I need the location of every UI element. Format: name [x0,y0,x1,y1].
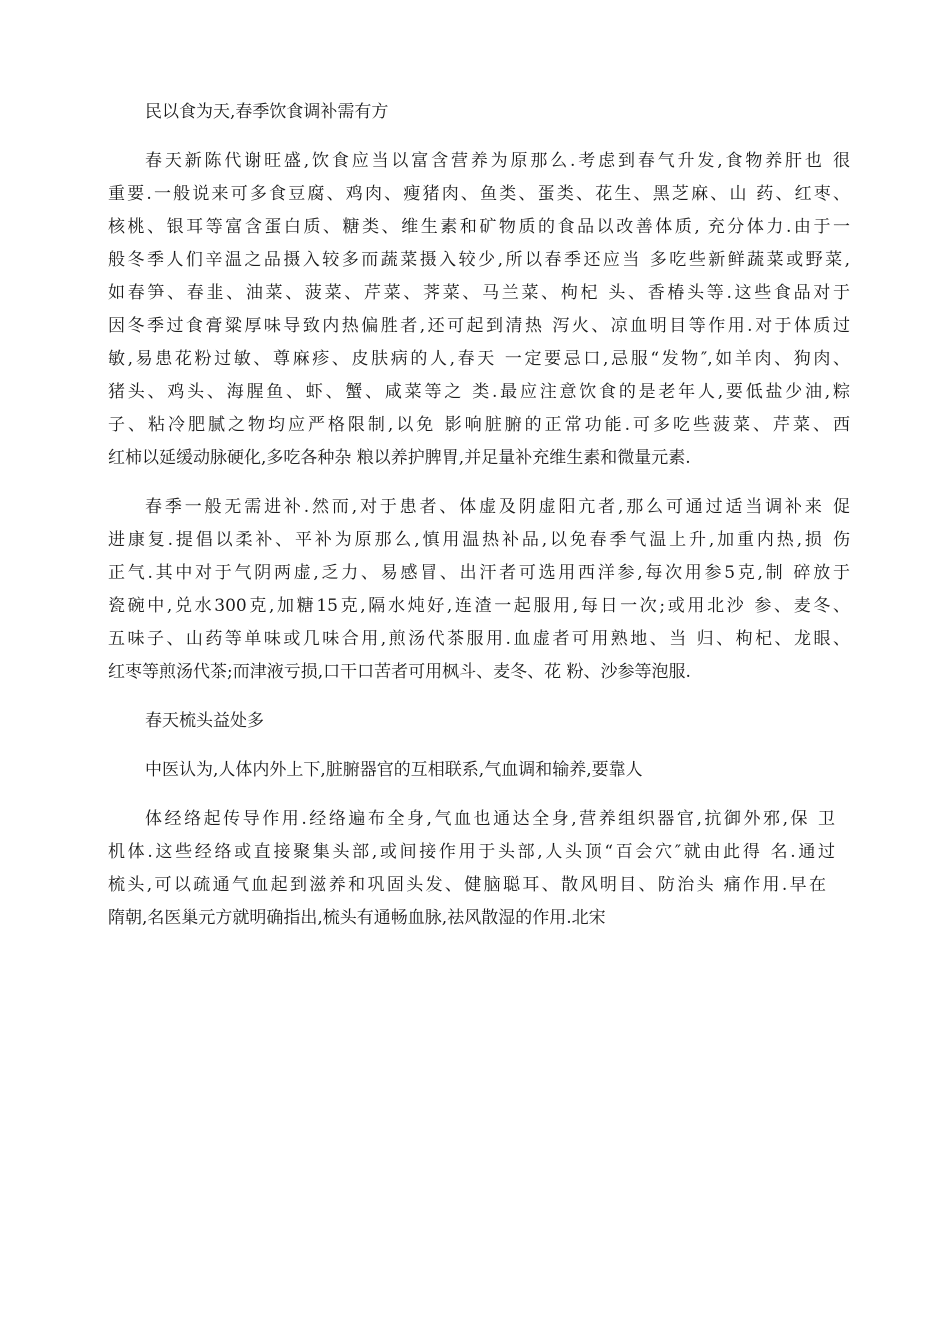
paragraph-line: 春季一般无需进补.然而,对于患者、体虚及阴虚阳亢者,那么可通过适当调补来 促 [145,497,850,517]
paragraph-spring-diet [108,145,850,475]
document-body [108,96,850,935]
paragraph-line: 体经络起传导作用.经络遍布全身,气血也通达全身,营养组织器官,抗御外邪,保 卫 [145,809,835,829]
paragraph-line: 如春笋、春韭、油菜、菠菜、芹菜、荠菜、马兰菜、枸杞 头、香椿头等.这些食品对于 [108,283,850,303]
paragraph-line: 核桃、银耳等富含蛋白质、糖类、维生素和矿物质的食品以改善体质, 充分体力.由于一 [108,217,850,237]
paragraph-line: 因冬季过食膏粱厚味导致内热偏胜者,还可起到清热 泻火、凉血明目等作用.对于体质过 [108,316,850,336]
paragraph-line: 红枣等煎汤代茶;而津液亏损,口干口苦者可用枫斗、麦冬、花 粉、沙参等泡服. [108,662,691,682]
section-title-hair-combing: 春天梳头益处多 [145,711,264,731]
paragraph-line: 般冬季人们辛温之品摄入较多而蔬菜摄入较少,所以春季还应当 多吃些新鲜蔬菜或野菜, [108,250,850,270]
paragraph-line: 隋朝,名医巢元方就明确指出,梳头有通畅血脉,祛风散湿的作用.北宋 [108,908,606,928]
paragraph-line: 重要.一般说来可多食豆腐、鸡肉、瘦猪肉、鱼类、蛋类、花生、黑芝麻、山 药、红枣、 [108,184,850,204]
paragraph-line: 春天新陈代谢旺盛,饮食应当以富含营养为原那么.考虑到春气升发,食物养肝也 很 [145,151,850,171]
paragraph-line: 红柿以延缓动脉硬化,多吃各种杂 粮以养护脾胃,并足量补充维生素和微量元素. [108,448,691,468]
paragraph-line: 瓷碗中,兑水300克,加糖15克,隔水炖好,连渣一起服用,每日一次;或用北沙 参、麦冬、 [108,596,850,616]
paragraph-meridians [108,803,850,935]
paragraph-tcm-intro: 中医认为,人体内外上下,脏腑器官的互相联系,气血调和输养,要靠人 [145,760,643,780]
paragraph-line: 猪头、鸡头、海腥鱼、虾、蟹、咸菜等之 类.最应注意饮食的是老年人,要低盐少油,粽 [108,382,850,402]
section-title-spring-diet: 民以食为天,春季饮食调补需有方 [145,102,389,122]
paragraph-line: 进康复.提倡以柔补、平补为原那么,慎用温热补品,以免春季气温上升,加重内热,损 伤 [108,530,850,550]
paragraph-line: 敏,易患花粉过敏、尊麻疹、皮肤病的人,春天 一定要忌口,忌服“发物″,如羊肉、狗肉、 [108,349,850,369]
paragraph-line: 子、粘冷肥腻之物均应严格限制,以免 影响脏腑的正常功能.可多吃些菠菜、芹菜、西 [108,415,850,435]
paragraph-line: 机体.这些经络或直接聚集头部,或间接作用于头部,人头顶“百会穴″就由此得 名.通过 [108,842,835,862]
paragraph-line: 梳头,可以疏通气血起到滋养和巩固头发、健脑聪耳、散风明目、防治头 痛作用.早在 [108,875,826,895]
paragraph-spring-tonic [108,491,850,689]
paragraph-line: 正气.其中对于气阴两虚,乏力、易感冒、出汗者可选用西洋参,每次用参5克,制 碎放于 [108,563,850,583]
paragraph-line: 五味子、山药等单味或几味合用,煎汤代茶服用.血虚者可用熟地、当 归、枸杞、龙眼、 [108,629,850,649]
